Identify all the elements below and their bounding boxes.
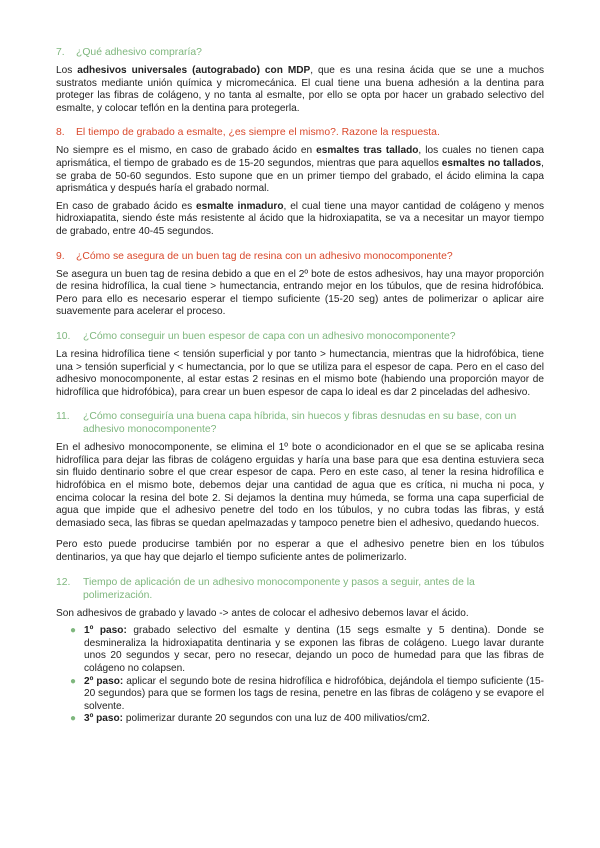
question-heading (56, 126, 544, 139)
list-item: ● 3º paso: polimerizar durante 20 segundos con una luz de 400 milivatios/cm2. (70, 713, 430, 725)
question-heading (56, 410, 544, 436)
answer-paragraph: Se asegura un buen tag de resina debido a que en el 2º bote de estos adhesivos, hay una mayor proporción de resina hidrofílica, la cual tiene > humectancia, entrando mejor en los túbulos, que de resina hidrofóbica. Pero para ello es necesario esperar el tiempo suficiente (15-20 seg) antes de polimerizar o aplicar aire suavemente para acelerar el proceso. (56, 268, 544, 318)
bold-term: esmaltes no tallados (441, 157, 542, 169)
question-number: 12. (56, 576, 71, 588)
steps-list (56, 625, 544, 726)
section-q11 (56, 410, 544, 564)
section-q12 (56, 576, 544, 726)
answer-paragraph: En el adhesivo monocomponente, se elimina el 1º bote o acondicionador en el que se se aplicaba resina hidrofílica para dejar las fibras de colágeno erguidas y haría una base para que esa dentina estuviera seca sin fluido dentinario sobre el que crear espesor de capa. Pero en este caso, al tener la resina hidrofílica e hidrofóbica en el mismo bote, debemos dejar una cantidad de agua que es crítica, ni mucha ni poca, y encima colocar la resina del bote 2. Si dejamos la dentina muy húmeda, se forma una capa superficial de agua que impide que el adhesivo penetre del todo en los túbulos, y no cubra todas las fibras, y está demasiado seca, las fibras se quedan apelmazadas y tampoco penetre bien el adhesivo, quedando huecos. (56, 442, 544, 529)
section-q9 (56, 250, 544, 319)
bullet-icon: ● (70, 625, 77, 637)
step-label: 3º paso: (84, 713, 124, 725)
question-heading (56, 46, 544, 59)
bold-term: esmalte inmaduro (196, 200, 284, 212)
question-number: 8. (56, 127, 65, 139)
answer-paragraph: La resina hidrofílica tiene < tensión superficial y por tanto > humectancia, mientras que la hidrofóbica, tiene una > tensión superficial y < humectancia, por lo que se utiliza para el espesor de capa. Pero en el caso del adhesivo monocomponente, al estar estas 2 resinas en el mismo bote (habiendo una proporción mayor de hidrofílica que hidrofóbica), para crear un buen espesor de capa lo ideal es dar 2 pinceladas del adhesivo. (56, 348, 544, 398)
section-q8 (56, 126, 544, 238)
question-number: 9. (56, 250, 65, 262)
answer-paragraph: Pero esto puede producirse también por no esperar a que el adhesivo penetre bien en los túbulos dentinarios, ya que hay que dejarlo el tiempo suficiente antes de polimerizarlo. (56, 539, 544, 564)
question-heading (56, 250, 544, 263)
section-q10 (56, 330, 544, 399)
answer-paragraph: En caso de grabado ácido es esmalte inmaduro, el cual tiene una mayor cantidad de colágeno y menos hidroxiapatita, siendo éste más resistente al ácido que la hidroxiapatita, se va a necesitar un mayor tiempo de grabado, entre 40-45 segundos. (56, 200, 544, 237)
question-title: ¿Qué adhesivo compraría? (76, 47, 202, 58)
list-item: ● 1º paso: grabado selectivo del esmalte y dentina (15 segs esmalte y 5 dentina). Donde se desmineraliza la hidroxiapatita dentinaria y se exponen las fibras de colágeno. Luego lavar durante unos 20 segundos y secar, pero no resecar, dejando un poco de humedad para que las fibras de colágeno no colapsen. (70, 625, 544, 674)
question-title: ¿Cómo se asegura de un buen tag de resina con un adhesivo monocomponente? (76, 250, 453, 262)
question-heading (56, 330, 544, 343)
answer-paragraph: Los adhesivos universales (autograbado) con MDP, que es una resina ácida que se une a muchos sustratos mediante unión química y micromecánica. El cual tiene una buena adhesión a la dentina para proteger las fibras de colágeno, y no tanta al esmalte, por ello se opta por hacer un grabado selectivo del esmalte, y colocar teflón en la dentina para protegerla. (56, 65, 544, 114)
question-number: 11. (56, 411, 70, 423)
question-title: ¿Cómo conseguir un buen espesor de capa con un adhesivo monocomponente? (83, 330, 456, 342)
step-label: 1º paso: (84, 625, 127, 637)
section-q7 (56, 46, 544, 115)
question-number: 7. (56, 47, 65, 58)
bullet-icon: ● (70, 713, 77, 725)
question-heading (56, 576, 544, 602)
question-number: 10. (56, 330, 71, 342)
question-title: ¿Cómo conseguiría una buena capa híbrida, sin huecos y fibras desnudas en su base, con un adhesivo monocomponente? (83, 411, 517, 436)
bullet-icon: ● (70, 675, 77, 687)
list-item: ● 2º paso: aplicar el segundo bote de resina hidrofílica e hidrofóbica, dejándola el tiempo suficiente (15-20 segundos) para que se formen los tags de resina, penetre en las fibras de colágeno y se evapore el solvente. (70, 675, 544, 712)
bold-term: esmaltes tras tallado (316, 145, 419, 157)
step-label: 2º paso: (84, 675, 124, 687)
answer-paragraph: No siempre es el mismo, en caso de grabado ácido en esmaltes tras tallado, los cuales no tienen capa aprismática, el tiempo de grabado es de 15-20 segundos, mientras que para aquellos esmaltes no tallados, se graba de 50-60 segundos. Esto supone que en un primer tiempo del grabado, el ácido elimina la capa aprismática y después haría el grabado normal. (56, 145, 544, 195)
bold-term: adhesivos universales (autograbado) con MDP (77, 65, 311, 76)
answer-paragraph: Son adhesivos de grabado y lavado -> antes de colocar el adhesivo debemos lavar el ácido. (56, 607, 469, 619)
question-title: El tiempo de grabado a esmalte, ¿es siempre el mismo?. Razone la respuesta. (76, 127, 440, 139)
question-title: Tiempo de aplicación de un adhesivo monocomponente y pasos a seguir, antes de la polimerización. (83, 576, 475, 601)
